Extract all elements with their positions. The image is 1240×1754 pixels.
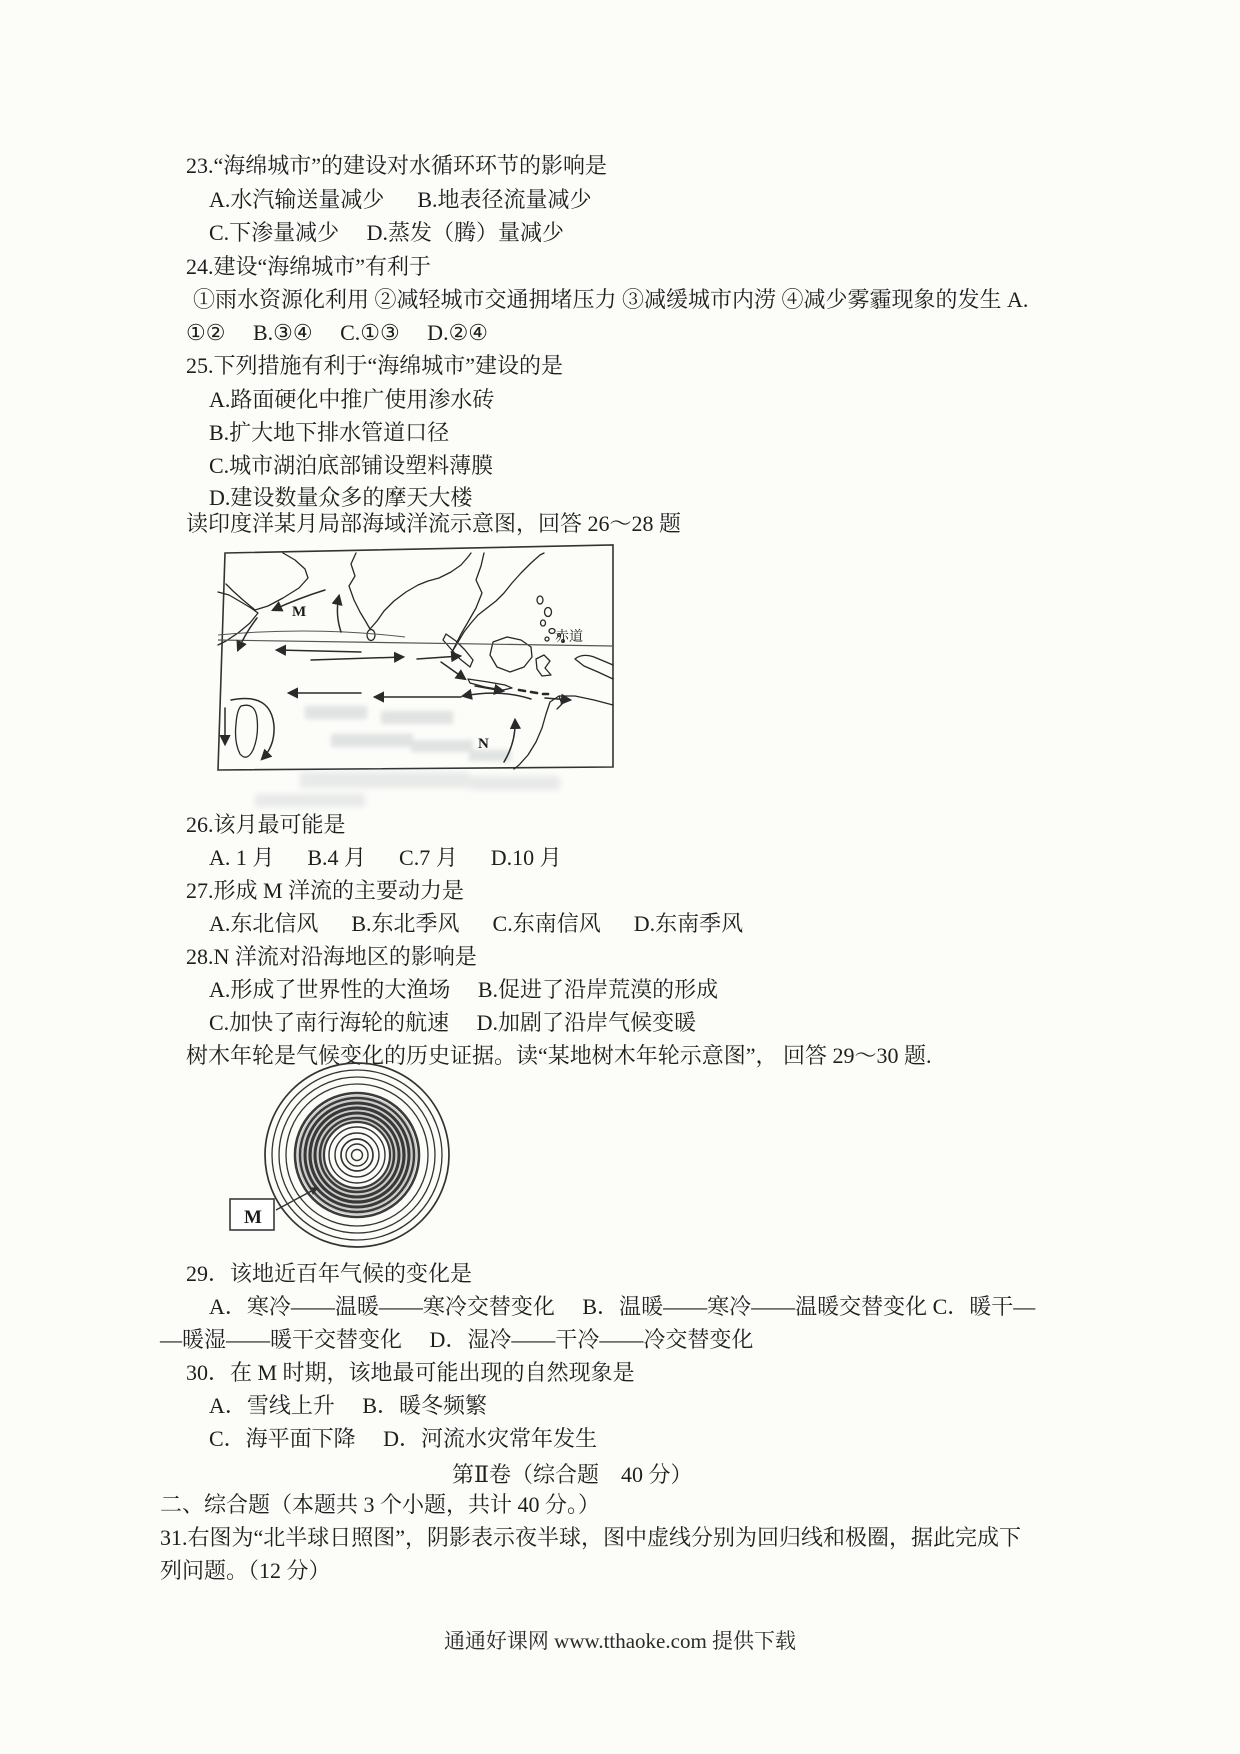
bleed-through-artifact: [300, 772, 470, 788]
q29-stem: 29．该地近百年气候的变化是: [186, 1261, 473, 1286]
site-footer: 通通好课网 www.tthaoke.com 提供下载: [443, 1629, 797, 1653]
q24-options: ①② B.③④ C.①③ D.②④: [186, 320, 489, 345]
india-coast: [349, 553, 471, 629]
q30-options-ab: A．雪线上升 B．暖冬频繁: [209, 1393, 488, 1418]
q23-stem: 23.“海绵城市”的建设对水循环环节的影响是: [186, 153, 608, 178]
q30-stem: 30．在 M 时期，该地最可能出现的自然现象是: [186, 1360, 635, 1385]
madagascar: [236, 705, 258, 757]
q25-option-b: B.扩大地下排水管道口径: [209, 420, 450, 445]
map-label-n: N: [478, 736, 489, 752]
new-guinea: [575, 655, 613, 679]
section2-header: 第Ⅱ卷（综合题 40 分）: [452, 1462, 693, 1487]
section2-intro: 二、综合题（本题共 3 个小题，共计 40 分。）: [160, 1492, 601, 1517]
q30-options-cd: C．海平面下降 D．河流水灾常年发生: [209, 1426, 598, 1451]
q25-stem: 25.下列措施有利于“海绵城市”建设的是: [186, 353, 564, 378]
sulawesi: [536, 655, 551, 676]
map-border: [218, 545, 613, 770]
bleed-through-artifact: [305, 706, 511, 761]
equator-label: 赤道: [555, 630, 583, 645]
coastlines: [218, 553, 613, 769]
arabia-coast: [226, 553, 308, 610]
q26-stem: 26.该月最可能是: [186, 812, 346, 837]
q31-line2: 列问题。（12 分）: [160, 1558, 331, 1583]
q28-options-cd: C.加快了南行海轮的航速 D.加剧了沿岸气候变暖: [209, 1010, 697, 1035]
q25-option-c: C.城市湖泊底部铺设塑料薄膜: [209, 453, 494, 478]
q25-option-a: A.路面硬化中推广使用渗水砖: [209, 387, 495, 412]
bleed-through-artifact: [255, 794, 365, 807]
indochina-coast: [452, 553, 544, 652]
equator-line: [218, 640, 613, 646]
borneo: [490, 637, 532, 672]
tree-rings: [265, 1063, 449, 1247]
q29-options-ab: A．寒冷——温暖——寒冷交替变化 B．温暖——寒冷——温暖交替变化 C．暖干—: [209, 1294, 1036, 1319]
sri-lanka: [367, 630, 375, 641]
australia-coast: [514, 696, 613, 769]
passage-ocean-currents: 读印度洋某月局部海域洋流示意图，回答 26～28 题: [186, 511, 682, 536]
q27-options: A.东北信风 B.东北季风 C.东南信风 D.东南季风: [209, 911, 744, 936]
lesser-sunda-dashes: [519, 690, 548, 694]
q26-options: A. 1 月 B.4 月 C.7 月 D.10 月: [209, 845, 562, 870]
q25-option-d: D.建设数量众多的摩天大楼: [209, 485, 473, 510]
map-label-m: M: [292, 604, 307, 620]
passage-tree-rings: 树木年轮是气候变化的历史证据。读“某地树木年轮示意图”， 回答 29～30 题.: [186, 1043, 932, 1068]
q24-stem: 24.建设“海绵城市”有利于: [186, 254, 432, 279]
q23-options-ab: A.水汽输送量减少 B.地表径流量减少: [209, 187, 592, 212]
q29-options-cd: —暖湿——暖干交替变化 D．湿冷——干冷——冷交替变化: [160, 1327, 754, 1352]
q23-options-cd: C.下渗量减少 D.蒸发（腾）量减少: [209, 220, 565, 245]
tree-ring-diagram: [196, 1052, 466, 1252]
q28-stem: 28.N 洋流对沿海地区的影响是: [186, 944, 477, 969]
q27-stem: 27.形成 M 洋流的主要动力是: [186, 878, 465, 903]
indian-ocean-currents-map: [213, 538, 618, 773]
bleed-through-artifact: [470, 776, 560, 790]
ring-label-m: M: [244, 1207, 262, 1228]
q31-line1: 31.右图为“北半球日照图”，阴影表示夜半球，图中虚线分别为回归线和极圈，据此完成下: [160, 1525, 1022, 1550]
q28-options-ab: A.形成了世界性的大渔场 B.促进了沿岸荒漠的形成: [209, 977, 719, 1002]
q24-items: ①雨水资源化利用 ②减轻城市交通拥堵压力 ③减缓城市内涝 ④减少雾霾现象的发生 A.: [193, 287, 1029, 312]
